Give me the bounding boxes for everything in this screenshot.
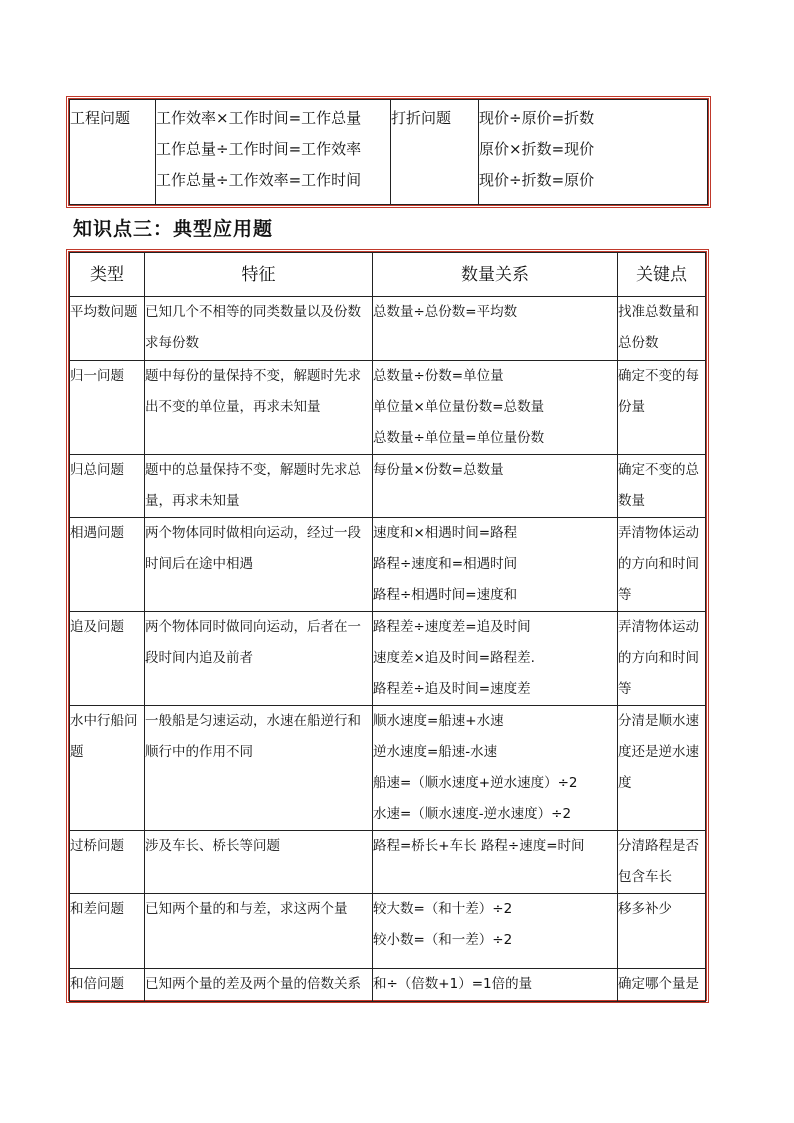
table-row [70, 969, 706, 1002]
top-table-frame [66, 96, 711, 208]
cell-relation [373, 455, 618, 518]
cell-key: 分清是顺水速度还是逆水速度 [618, 706, 706, 831]
header-relation: 数量关系 [373, 253, 618, 297]
relation-line: 总数量÷总份数=平均数 [373, 304, 518, 320]
cell-relation [373, 518, 618, 612]
cell-key: 弄清物体运动的方向和时间等 [618, 518, 706, 612]
table-row [70, 297, 706, 361]
cell-relation [373, 612, 618, 706]
table-row [70, 100, 708, 205]
table-row [70, 518, 706, 612]
relation-line: 路程÷相遇时间=速度和 [373, 587, 518, 603]
relation-line: 路程差÷追及时间=速度差 [373, 681, 531, 697]
cell-key: 弄清物体运动的方向和时间等 [618, 612, 706, 706]
cell-key: 确定哪个量是 [618, 969, 706, 1002]
cell-key: 找准总数量和总份数 [618, 297, 706, 361]
main-table-body [70, 297, 706, 1002]
cell-feature: 一般船是匀速运动，水速在船逆行和顺行中的作用不同 [145, 706, 373, 831]
cell-type: 追及问题 [70, 612, 145, 706]
relation-line: 总数量÷份数=单位量 [373, 368, 504, 384]
cell-feature: 题中每份的量保持不变，解题时先求出不变的单位量，再求未知量 [145, 361, 373, 455]
header-type: 类型 [70, 253, 145, 297]
cell-feature: 涉及车长、桥长等问题 [145, 831, 373, 894]
header-key: 关键点 [618, 253, 706, 297]
table-row [70, 706, 706, 831]
relation-line: 顺水速度=船速+水速 [373, 713, 504, 729]
relation-line: 单位量×单位量份数=总数量 [373, 399, 545, 415]
cell-type: 和差问题 [70, 894, 145, 969]
relation-line: 逆水速度=船速-水速 [373, 744, 498, 760]
relation-line: 船速=（顺水速度+逆水速度）÷2 [373, 775, 578, 791]
cell-key: 确定不变的总数量 [618, 455, 706, 518]
relation-line: 路程=桥长+车长 路程÷速度=时间 [373, 838, 585, 854]
cell-type: 和倍问题 [70, 969, 145, 1002]
relation-line: 速度差×追及时间=路程差. [373, 650, 535, 666]
table-row [70, 455, 706, 518]
cell-type: 相遇问题 [70, 518, 145, 612]
cell-relation [373, 894, 618, 969]
top-table [69, 99, 708, 205]
relation-line: 水速=（顺水速度-逆水速度）÷2 [373, 806, 572, 822]
cell-type: 水中行船问题 [70, 706, 145, 831]
cell-type: 过桥问题 [70, 831, 145, 894]
cell-feature: 已知两个量的差及两个量的倍数关系 [145, 969, 373, 1002]
top-table-cell-formulas2: 现价÷原价=折数 原价×折数=现价 现价÷折数=原价 [479, 100, 708, 205]
cell-feature: 已知两个量的和与差，求这两个量 [145, 894, 373, 969]
relation-line: 较小数=（和一差）÷2 [373, 932, 513, 948]
cell-key: 移多补少 [618, 894, 706, 969]
section-title: 知识点三：典型应用题 [73, 218, 274, 240]
relation-line: 和÷（倍数+1）=1倍的量 [373, 976, 533, 992]
cell-relation [373, 297, 618, 361]
cell-type: 归总问题 [70, 455, 145, 518]
top-table-cell-type1: 工程问题 [70, 100, 156, 205]
table-row [70, 361, 706, 455]
relation-line: 较大数=（和十差）÷2 [373, 901, 513, 917]
table-row [70, 831, 706, 894]
table-header-row [70, 253, 706, 297]
relation-line: 每份量×份数=总数量 [373, 462, 504, 478]
cell-feature: 两个物体同时做同向运动，后者在一段时间内追及前者 [145, 612, 373, 706]
relation-line: 速度和×相遇时间=路程 [373, 525, 518, 541]
cell-feature: 已知几个不相等的同类数量以及份数求每份数 [145, 297, 373, 361]
cell-relation [373, 969, 618, 1002]
main-table-frame [66, 249, 709, 1003]
header-feature: 特征 [145, 253, 373, 297]
table-row [70, 894, 706, 969]
relation-line: 路程差÷速度差=追及时间 [373, 619, 531, 635]
cell-relation [373, 831, 618, 894]
relation-line: 总数量÷单位量=单位量份数 [373, 430, 545, 446]
cell-key: 确定不变的每份量 [618, 361, 706, 455]
top-table-cell-type2: 打折问题 [391, 100, 479, 205]
cell-feature: 题中的总量保持不变，解题时先求总量，再求未知量 [145, 455, 373, 518]
cell-type: 归一问题 [70, 361, 145, 455]
relation-line: 路程÷速度和=相遇时间 [373, 556, 518, 572]
main-table [69, 252, 706, 1002]
cell-type: 平均数问题 [70, 297, 145, 361]
cell-relation [373, 706, 618, 831]
cell-key: 分清路程是否包含车长 [618, 831, 706, 894]
cell-relation [373, 361, 618, 455]
top-table-cell-formulas1: 工作效率×工作时间=工作总量 工作总量÷工作时间=工作效率 工作总量÷工作效率=工作时间 [156, 100, 391, 205]
cell-feature: 两个物体同时做相向运动，经过一段时间后在途中相遇 [145, 518, 373, 612]
table-row [70, 612, 706, 706]
